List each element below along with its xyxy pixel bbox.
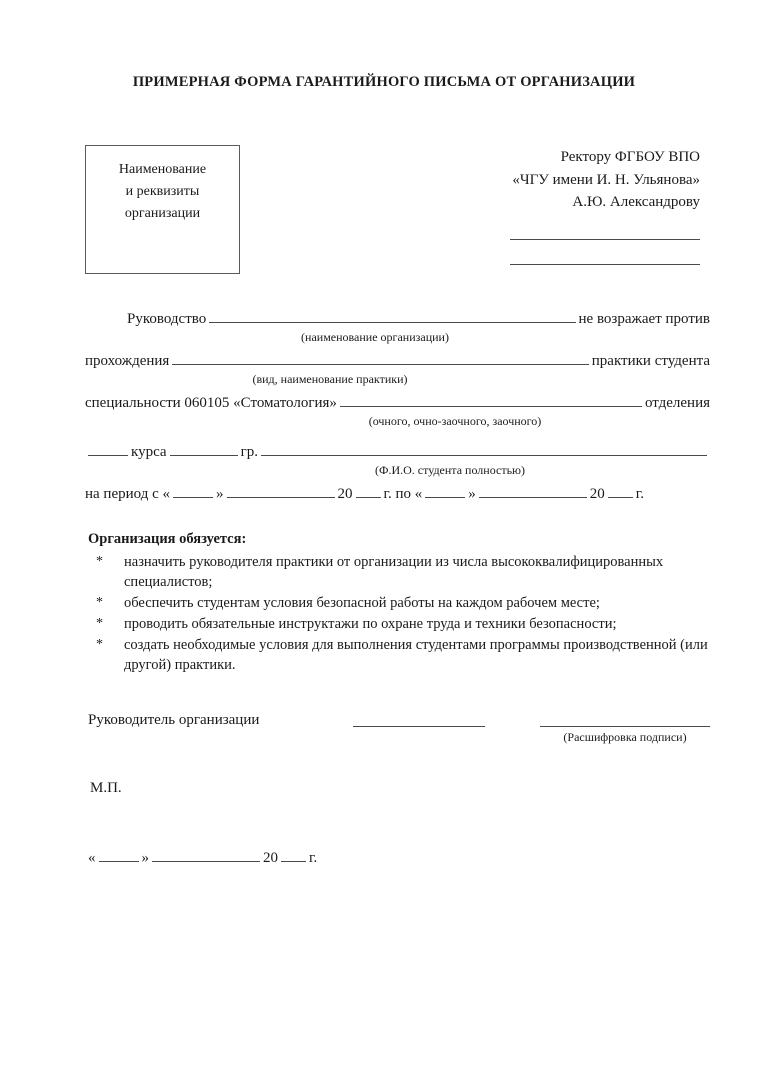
passing-label: прохождения xyxy=(85,353,170,369)
caption-spacer xyxy=(85,414,300,429)
signature-role-label: Руководитель организации xyxy=(88,712,260,728)
letter-body xyxy=(85,308,710,505)
period-start-day-field[interactable] xyxy=(173,483,213,498)
caption-study-form: (очного, очно-заочного, заочного) xyxy=(368,414,542,428)
addressee-line-2: «ЧГУ имени И. Н. Ульянова» xyxy=(512,171,700,188)
caption-spacer xyxy=(85,372,175,387)
signature-field[interactable] xyxy=(353,726,485,727)
caption-row-student-name xyxy=(85,463,710,478)
final-date-year-prefix: 20 xyxy=(263,850,278,866)
obligation-text: назначить руководителя практики от организации из числа высококвалифицированных специалистов; xyxy=(124,554,664,590)
caption-practice-type: (вид, наименование практики) xyxy=(252,372,408,386)
period-start-year-prefix: 20 xyxy=(337,486,353,502)
group-number-field[interactable] xyxy=(170,441,238,456)
asterisk-icon: * xyxy=(96,595,103,610)
body-line-course-group xyxy=(85,441,710,463)
group-label: гр. xyxy=(240,444,258,460)
obligations-title: Организация обязуется: xyxy=(88,531,247,547)
caption-student-fullname: (Ф.И.О. студента полностью) xyxy=(374,463,525,477)
caption-row-organization xyxy=(85,330,710,345)
caption-row-study-form xyxy=(85,414,710,429)
course-label: курса xyxy=(131,444,167,460)
addressee-blank-line-2 xyxy=(510,240,700,265)
period-start-quote: » xyxy=(216,486,224,502)
period-end-quote: » xyxy=(468,486,476,502)
no-objection-text: не возражает против xyxy=(578,311,710,327)
management-label: Руководство xyxy=(127,311,207,327)
caption-spacer xyxy=(85,463,295,478)
final-date-year-field[interactable] xyxy=(281,847,306,862)
addressee-block xyxy=(370,146,700,214)
org-box-line-3: организации xyxy=(124,206,201,221)
org-box-line-2: и реквизиты xyxy=(125,184,200,199)
organization-name-field[interactable] xyxy=(209,308,575,323)
period-start-month-field[interactable] xyxy=(227,483,335,498)
body-line-period xyxy=(85,483,710,505)
page-title: ПРИМЕРНАЯ ФОРМА ГАРАНТИЙНОГО ПИСЬМА ОТ ОРГАНИЗАЦИИ xyxy=(132,74,636,90)
org-box-line-1: Наименование xyxy=(118,162,207,177)
asterisk-icon: * xyxy=(96,637,103,652)
final-date-line xyxy=(88,847,317,867)
period-end-day-field[interactable] xyxy=(425,483,465,498)
department-text: отделения xyxy=(644,395,710,411)
period-middle-text: г. по « xyxy=(383,486,423,502)
final-date-day-field[interactable] xyxy=(99,847,139,862)
obligation-text: обеспечить студентам условия безопасной работы на каждом рабочем месте; xyxy=(124,595,600,611)
caption-spacer xyxy=(85,330,220,345)
list-item xyxy=(88,614,713,634)
final-date-quote-open: « xyxy=(88,850,96,866)
final-date-month-field[interactable] xyxy=(152,847,260,862)
practice-type-field[interactable] xyxy=(172,350,588,365)
asterisk-icon: * xyxy=(96,616,103,631)
addressee-blank-line-1 xyxy=(510,215,700,240)
caption-row-practice xyxy=(85,372,710,387)
student-practice-text: практики студента xyxy=(591,353,710,369)
stamp-place-label: М.П. xyxy=(90,780,122,796)
course-number-field[interactable] xyxy=(88,441,128,456)
study-form-field[interactable] xyxy=(340,392,642,407)
body-line-management xyxy=(85,308,710,330)
body-line-practice xyxy=(85,350,710,372)
organization-requisites-box xyxy=(85,145,240,274)
period-end-month-field[interactable] xyxy=(479,483,587,498)
signature-decoding-field[interactable] xyxy=(540,726,710,727)
obligation-text: проводить обязательные инструктажи по охране труда и техники безопасности; xyxy=(124,616,617,632)
final-date-quote-close: » xyxy=(141,850,149,866)
addressee-line-1: Ректору ФГБОУ ВПО xyxy=(560,149,700,165)
specialty-label: специальности 060105 «Стоматология» xyxy=(85,395,337,411)
addressee-blank-lines xyxy=(510,215,700,265)
body-line-specialty xyxy=(85,392,710,414)
period-label: на период с « xyxy=(85,486,171,502)
student-fullname-field[interactable] xyxy=(261,441,707,456)
period-end-suffix: г. xyxy=(635,486,644,502)
list-item xyxy=(88,552,713,592)
period-end-year-field[interactable] xyxy=(608,483,633,498)
spacer xyxy=(85,429,710,441)
asterisk-icon: * xyxy=(96,554,103,569)
list-item xyxy=(88,635,713,675)
obligations-section xyxy=(88,531,713,675)
final-date-suffix: г. xyxy=(309,850,318,866)
signature-decoding-caption: (Расшифровка подписи) xyxy=(563,730,687,744)
obligation-text: создать необходимые условия для выполнения студентами программы производственной (или другой) практики. xyxy=(124,637,708,673)
list-item xyxy=(88,593,713,613)
caption-organization-name: (наименование организации) xyxy=(301,330,449,344)
period-start-year-field[interactable] xyxy=(356,483,381,498)
addressee-line-3: А.Ю. Александрову xyxy=(572,194,700,210)
period-end-year-prefix: 20 xyxy=(589,486,605,502)
